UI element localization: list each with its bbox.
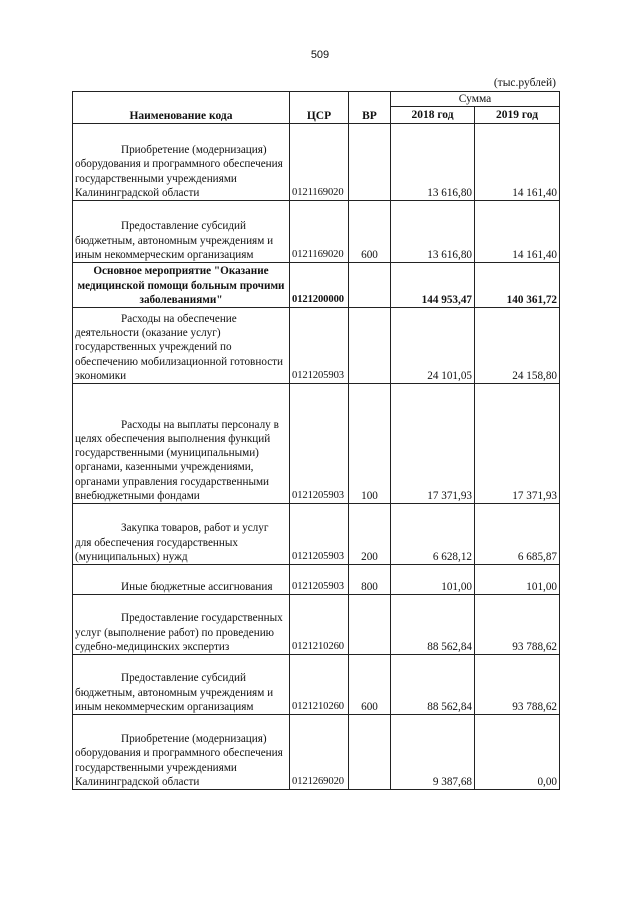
table-row <box>73 201 560 263</box>
table-row <box>73 565 560 595</box>
row-2019: 93 788,62 <box>475 595 560 655</box>
row-2019: 24 158,80 <box>475 308 560 384</box>
row-name: Предоставление субсидий бюджетным, автономным учреждениям и иным некоммерческим организациям <box>73 201 290 263</box>
row-2019: 17 371,93 <box>475 384 560 504</box>
row-csr: 0121205903 <box>290 308 349 384</box>
header-name: Наименование кода <box>73 92 290 124</box>
table-row <box>73 595 560 655</box>
table-row <box>73 124 560 201</box>
row-vr <box>349 124 391 201</box>
row-2018: 88 562,84 <box>391 655 475 715</box>
row-2018: 9 387,68 <box>391 715 475 790</box>
row-vr <box>349 715 391 790</box>
row-csr: 0121169020 <box>290 201 349 263</box>
row-csr: 0121169020 <box>290 124 349 201</box>
row-2018: 24 101,05 <box>391 308 475 384</box>
row-vr <box>349 595 391 655</box>
row-name: Приобретение (модернизация) оборудования и программного обеспечения государственными учреждениями Калининградской области <box>73 124 290 201</box>
row-2019: 101,00 <box>475 565 560 595</box>
row-vr: 100 <box>349 384 391 504</box>
row-2018: 101,00 <box>391 565 475 595</box>
row-vr <box>349 308 391 384</box>
row-name: Расходы на обеспечение деятельности (оказание услуг) государственных учреждений по обеспечению мобилизационной готовности экономики <box>73 308 290 384</box>
row-name: Закупка товаров, работ и услуг для обеспечения государственных (муниципальных) нужд <box>73 504 290 565</box>
row-vr: 800 <box>349 565 391 595</box>
header-vr: ВР <box>349 92 391 124</box>
row-name: Приобретение (модернизация) оборудования и программного обеспечения государственными учреждениями Калининградской области <box>73 715 290 790</box>
row-2019: 93 788,62 <box>475 655 560 715</box>
row-2018: 13 616,80 <box>391 201 475 263</box>
row-name: Иные бюджетные ассигнования <box>73 565 290 595</box>
units-label: (тыс.рублей) <box>493 77 556 89</box>
table-row <box>73 715 560 790</box>
row-name: Предоставление государственных услуг (выполнение работ) по проведению судебно-медицинских экспертиз <box>73 595 290 655</box>
row-vr: 600 <box>349 201 391 263</box>
row-vr: 600 <box>349 655 391 715</box>
table-row <box>73 308 560 384</box>
row-2018: 13 616,80 <box>391 124 475 201</box>
row-csr: 0121205903 <box>290 504 349 565</box>
row-vr: 200 <box>349 504 391 565</box>
row-2019: 0,00 <box>475 715 560 790</box>
row-2018: 88 562,84 <box>391 595 475 655</box>
table-row <box>73 504 560 565</box>
header-2019: 2019 год <box>475 107 560 124</box>
row-csr: 0121200000 <box>290 263 349 308</box>
row-csr: 0121210260 <box>290 655 349 715</box>
row-csr: 0121205903 <box>290 565 349 595</box>
row-name: Расходы на выплаты персоналу в целях обеспечения выполнения функций государственными (муниципальными) органами, казенными учреждениями, органами управления государственными внебюджетными фондами <box>73 384 290 504</box>
header-csr: ЦСР <box>290 92 349 124</box>
page-number: 509 <box>310 49 330 61</box>
row-name: Основное мероприятие "Оказание медицинской помощи больным прочими заболеваниями" <box>73 263 290 308</box>
row-name: Предоставление субсидий бюджетным, автономным учреждениям и иным некоммерческим организациям <box>73 655 290 715</box>
header-2018: 2018 год <box>391 107 475 124</box>
row-2019: 14 161,40 <box>475 124 560 201</box>
row-2018: 6 628,12 <box>391 504 475 565</box>
row-vr <box>349 263 391 308</box>
budget-table <box>72 91 560 790</box>
row-csr: 0121210260 <box>290 595 349 655</box>
row-2019: 14 161,40 <box>475 201 560 263</box>
table-row <box>73 655 560 715</box>
table-row <box>73 384 560 504</box>
table-row <box>73 263 560 308</box>
row-csr: 0121269020 <box>290 715 349 790</box>
row-2018: 144 953,47 <box>391 263 475 308</box>
header-sum: Сумма <box>391 92 560 107</box>
row-csr: 0121205903 <box>290 384 349 504</box>
row-2019: 6 685,87 <box>475 504 560 565</box>
row-2018: 17 371,93 <box>391 384 475 504</box>
row-2019: 140 361,72 <box>475 263 560 308</box>
